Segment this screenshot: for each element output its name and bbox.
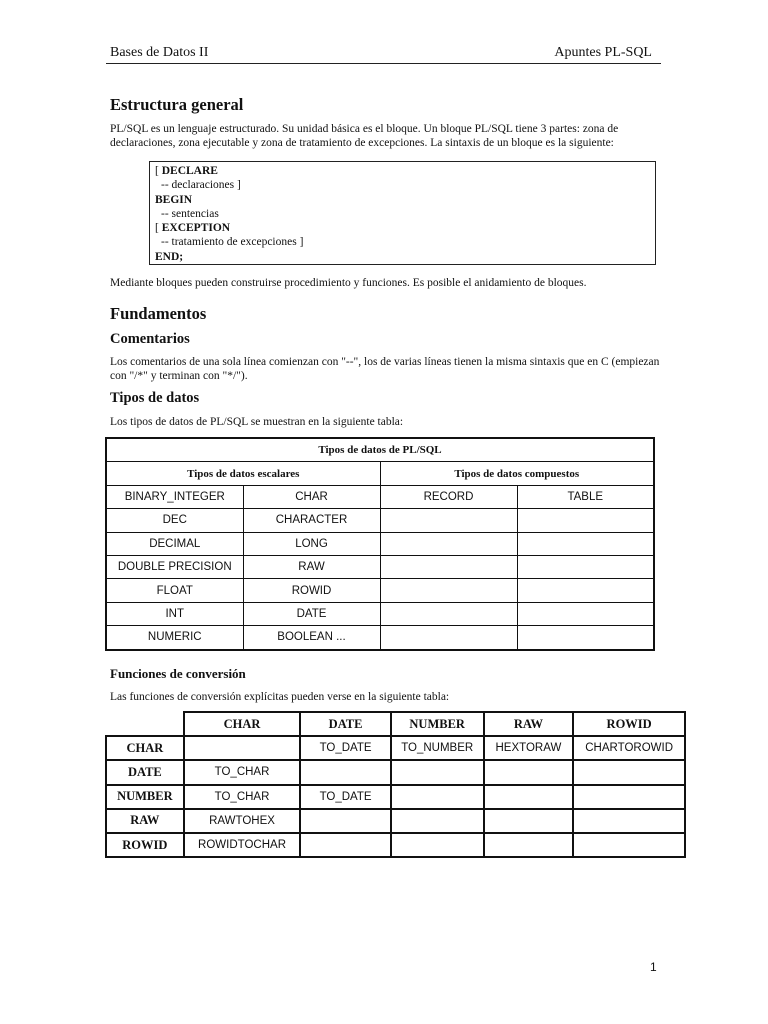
- types-cell: CHARACTER: [243, 509, 380, 532]
- conversion-row-header: DATE: [106, 760, 184, 784]
- conversion-cell: [484, 760, 574, 784]
- estructura-intro: PL/SQL es un lenguaje estructurado. Su unidad básica es el bloque. Un bloque PL/SQL tiene 3 partes: zona de declaraciones, zona ejecutable y zona de tratamiento de excepciones. La sintaxis de un bloque es la siguiente:: [110, 123, 619, 149]
- page-number: 1: [650, 960, 657, 974]
- subsection-comentarios: Comentarios: [110, 331, 190, 347]
- types-row: [106, 532, 654, 555]
- conversion-row-header: NUMBER: [106, 785, 184, 809]
- types-cell: [380, 626, 517, 650]
- tipos-text: Los tipos de datos de PL/SQL se muestran en la siguiente tabla:: [110, 416, 404, 428]
- types-cell: TABLE: [517, 485, 654, 508]
- conversion-cell: [484, 833, 574, 857]
- conversion-cell: TO_DATE: [300, 736, 390, 760]
- conversion-cell: TO_DATE: [300, 785, 390, 809]
- conversion-cell: [391, 809, 484, 833]
- comentarios-text: Los comentarios de una sola línea comienzan con "--", los de varias líneas tienen la misma sintaxis que en C (empiezan con "/*" y terminan con "*/").: [110, 356, 660, 382]
- conversion-cell: ROWIDTOCHAR: [184, 833, 301, 857]
- conversion-cell: [573, 785, 685, 809]
- types-cell: DOUBLE PRECISION: [106, 555, 243, 578]
- conversion-cell: TO_NUMBER: [391, 736, 484, 760]
- conversion-cell: TO_CHAR: [184, 785, 301, 809]
- conversion-cell: [391, 833, 484, 857]
- types-cell: BOOLEAN ...: [243, 626, 380, 650]
- section-title-estructura: Estructura general: [110, 95, 244, 114]
- types-cell: RAW: [243, 555, 380, 578]
- conversion-column-header: ROWID: [573, 712, 685, 736]
- types-table: [105, 437, 655, 651]
- types-group-row: [106, 462, 654, 485]
- conversion-corner: [106, 712, 184, 736]
- types-cell: BINARY_INTEGER: [106, 485, 243, 508]
- conversion-cell: TO_CHAR: [184, 760, 301, 784]
- conversion-column-header: DATE: [300, 712, 390, 736]
- conversion-row-header: RAW: [106, 809, 184, 833]
- types-cell: [380, 579, 517, 602]
- code-line-4: -- sentencias: [161, 207, 219, 220]
- code-line-2: -- declaraciones ]: [161, 179, 241, 192]
- conversion-cell: HEXTORAW: [484, 736, 574, 760]
- header-right: Apuntes PL-SQL: [554, 45, 652, 60]
- code-line-1: [ DECLARE: [155, 165, 218, 177]
- types-row: [106, 602, 654, 625]
- types-caption: Tipos de datos de PL/SQL: [106, 438, 654, 462]
- types-cell: [380, 532, 517, 555]
- types-cell: CHAR: [243, 485, 380, 508]
- types-row: [106, 485, 654, 508]
- types-cell: LONG: [243, 532, 380, 555]
- conversion-cell: [184, 736, 301, 760]
- types-cell: DECIMAL: [106, 532, 243, 555]
- types-cell: [517, 626, 654, 650]
- conversion-row-header: CHAR: [106, 736, 184, 760]
- conversion-row: [106, 833, 685, 857]
- conversion-row: [106, 736, 685, 760]
- code-line-5: [ EXCEPTION: [155, 222, 231, 235]
- types-group-scalar: Tipos de datos escalares: [106, 462, 380, 485]
- conversion-cell: [391, 760, 484, 784]
- types-cell: [517, 602, 654, 625]
- conversion-column-header: RAW: [484, 712, 574, 736]
- types-cell: [380, 555, 517, 578]
- conversion-header-row: [106, 712, 685, 736]
- types-cell: DATE: [243, 602, 380, 625]
- conversion-row: [106, 760, 685, 784]
- code-line-3: BEGIN: [155, 193, 193, 206]
- conversion-cell: [300, 809, 390, 833]
- types-cell: RECORD: [380, 485, 517, 508]
- types-row: [106, 626, 654, 650]
- types-group-composite: Tipos de datos compuestos: [380, 462, 654, 485]
- code-line-6: -- tratamiento de excepciones ]: [161, 236, 304, 249]
- conversion-cell: [573, 760, 685, 784]
- types-cell: [517, 555, 654, 578]
- types-row: [106, 555, 654, 578]
- conversion-cell: [300, 760, 390, 784]
- types-cell: FLOAT: [106, 579, 243, 602]
- subsection-tipos: Tipos de datos: [110, 390, 200, 406]
- types-cell: [517, 532, 654, 555]
- subsection-conversion: Funciones de conversión: [110, 666, 246, 681]
- types-cell: [517, 509, 654, 532]
- types-cell: [380, 602, 517, 625]
- conversion-cell: [484, 809, 574, 833]
- conversion-cell: [300, 833, 390, 857]
- types-row: [106, 509, 654, 532]
- conversion-cell: RAWTOHEX: [184, 809, 301, 833]
- conversion-cell: CHARTOROWID: [573, 736, 685, 760]
- types-row: [106, 579, 654, 602]
- conversion-text: Las funciones de conversión explícitas pueden verse en la siguiente tabla:: [110, 691, 450, 703]
- conversion-row: [106, 785, 685, 809]
- header-left: Bases de Datos II: [110, 45, 209, 60]
- header-rule: [106, 63, 661, 64]
- types-cell: DEC: [106, 509, 243, 532]
- section-title-fundamentos: Fundamentos: [110, 304, 207, 323]
- conversion-row: [106, 809, 685, 833]
- conversion-cell: [391, 785, 484, 809]
- code-line-7: END;: [155, 250, 184, 263]
- types-cell: [380, 509, 517, 532]
- types-cell: ROWID: [243, 579, 380, 602]
- conversion-cell: [484, 785, 574, 809]
- conversion-cell: [573, 809, 685, 833]
- conversion-row-header: ROWID: [106, 833, 184, 857]
- types-cell: [517, 579, 654, 602]
- conversion-cell: [573, 833, 685, 857]
- types-cell: NUMERIC: [106, 626, 243, 650]
- types-caption-row: [106, 438, 654, 462]
- code-block: [149, 161, 656, 265]
- conversion-column-header: CHAR: [184, 712, 301, 736]
- types-cell: INT: [106, 602, 243, 625]
- estructura-after: Mediante bloques pueden construirse procedimiento y funciones. Es posible el anidamiento de bloques.: [110, 277, 587, 289]
- conversion-column-header: NUMBER: [391, 712, 484, 736]
- conversion-table: [105, 711, 686, 858]
